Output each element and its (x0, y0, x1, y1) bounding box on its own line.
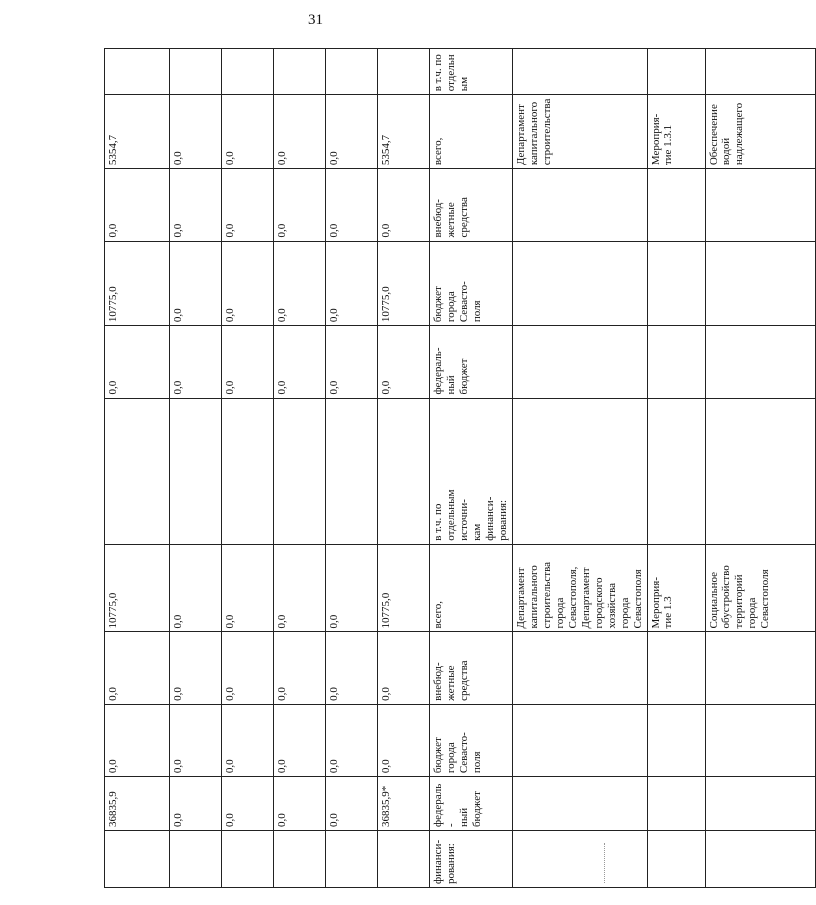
table-cell-c3 (512, 777, 647, 831)
table-cell-c9: 0,0 (170, 777, 222, 831)
table-cell-c8: 0,0 (222, 632, 274, 704)
table-cell-c6: 0,0 (326, 241, 378, 326)
table-cell-c5: 0,0 (378, 632, 430, 704)
table-cell-c7: 0,0 (274, 95, 326, 169)
table-cell-c4: федераль- ный бюджет (430, 326, 513, 398)
table-cell-c6: 0,0 (326, 95, 378, 169)
table-cell-c7: 0,0 (274, 241, 326, 326)
table-row (105, 49, 170, 888)
table-cell-c6: 0,0 (326, 777, 378, 831)
table-cell-c4: в т.ч. по отдельным источни- кам финанси- рования: (430, 398, 513, 544)
table-cell-c9 (170, 49, 222, 95)
table-cell-c4: в т.ч. по отдельным (430, 49, 513, 95)
table-cell-c6: 0,0 (326, 326, 378, 398)
table-cell-c3 (512, 632, 647, 704)
table-cell-c9: 0,0 (170, 241, 222, 326)
table-cell-c8: 0,0 (222, 95, 274, 169)
table-cell-c4: всего, (430, 544, 513, 632)
table-cell-c8 (222, 831, 274, 888)
table-cell-c10: 36835,9 (105, 777, 170, 831)
table-cell-c1: Обеспечение водой надлежащего (705, 95, 815, 169)
table-cell-c5: 0,0 (378, 326, 430, 398)
table-row (512, 49, 647, 888)
table-cell-c1 (705, 777, 815, 831)
table-cell-c10: 0,0 (105, 632, 170, 704)
table-row (378, 49, 430, 888)
table-cell-c4: всего, (430, 95, 513, 169)
table-cell-c10 (105, 831, 170, 888)
table-cell-c8 (222, 398, 274, 544)
table-cell-c6: 0,0 (326, 632, 378, 704)
table-cell-c2 (647, 777, 705, 831)
table-cell-c7 (274, 49, 326, 95)
table-row (326, 49, 378, 888)
table-cell-c10 (105, 398, 170, 544)
table-cell-c1 (705, 398, 815, 544)
table-cell-c1: Социальное обустройство территорий города Севастополя (705, 544, 815, 632)
table-cell-c9 (170, 398, 222, 544)
table-cell-c3: Департамент капитального строительства (512, 95, 647, 169)
table-cell-c9: 0,0 (170, 544, 222, 632)
table-cell-c5 (378, 398, 430, 544)
table-cell-c5: 36835,9* (378, 777, 430, 831)
table-row (274, 49, 326, 888)
table-cell-c1 (705, 49, 815, 95)
table-cell-c4: федераль- ный бюджет (430, 777, 513, 831)
table-cell-c2 (647, 398, 705, 544)
table-cell-c2: Мероприя- тие 1.3.1 (647, 95, 705, 169)
table-cell-c7: 0,0 (274, 632, 326, 704)
table-cell-c10 (105, 49, 170, 95)
table-cell-c2 (647, 831, 705, 888)
table-cell-c7: 0,0 (274, 326, 326, 398)
table-cell-c5 (378, 831, 430, 888)
table-cell-c2 (647, 632, 705, 704)
table-cell-c8: 0,0 (222, 326, 274, 398)
table-cell-c1 (705, 169, 815, 241)
table-cell-c7: 0,0 (274, 704, 326, 776)
table-cell-c7 (274, 831, 326, 888)
table-cell-c2 (647, 326, 705, 398)
table-cell-c7 (274, 398, 326, 544)
table-cell-c2: Мероприя- тие 1.3 (647, 544, 705, 632)
table-cell-c3 (512, 704, 647, 776)
table-cell-c3 (512, 169, 647, 241)
table-cell-c3 (512, 831, 647, 888)
table-cell-c8: 0,0 (222, 544, 274, 632)
table-cell-c9: 0,0 (170, 326, 222, 398)
table-cell-c10: 10775,0 (105, 544, 170, 632)
rotated-table-content (104, 48, 772, 888)
table-cell-c8: 0,0 (222, 241, 274, 326)
table-cell-c7: 0,0 (274, 169, 326, 241)
table-cell-c4: бюджет города Севасто- поля (430, 704, 513, 776)
scan-artifact (604, 843, 609, 883)
table-cell-c4: финанси- рования: (430, 831, 513, 888)
table-row (647, 49, 705, 888)
table-cell-c2 (647, 49, 705, 95)
table-cell-c4: внебюд- жетные средства (430, 169, 513, 241)
table-row (222, 49, 274, 888)
page-number: 31 (308, 12, 323, 28)
table-cell-c6: 0,0 (326, 169, 378, 241)
table-cell-c6 (326, 398, 378, 544)
table-row (430, 49, 513, 888)
table-cell-c10: 10775,0 (105, 241, 170, 326)
table-cell-c8: 0,0 (222, 169, 274, 241)
table-cell-c1 (705, 241, 815, 326)
table-cell-c10: 0,0 (105, 704, 170, 776)
table-cell-c3: Департамент капитального строительства города Севастополя, Департамент городского хозяйства города Севастополя (512, 544, 647, 632)
table-cell-c7: 0,0 (274, 777, 326, 831)
table-cell-c6 (326, 49, 378, 95)
table-row (170, 49, 222, 888)
table-cell-c1 (705, 326, 815, 398)
table-cell-c10: 5354,7 (105, 95, 170, 169)
table-cell-c9: 0,0 (170, 704, 222, 776)
table-cell-c9: 0,0 (170, 632, 222, 704)
table-cell-c10: 0,0 (105, 169, 170, 241)
table-cell-c6: 0,0 (326, 544, 378, 632)
table-cell-c1 (705, 831, 815, 888)
table-cell-c5: 5354,7 (378, 95, 430, 169)
table-row (705, 49, 815, 888)
table-cell-c5: 0,0 (378, 169, 430, 241)
table-cell-c5 (378, 49, 430, 95)
table-cell-c5: 10775,0 (378, 544, 430, 632)
table-cell-c9 (170, 831, 222, 888)
table-cell-c3 (512, 49, 647, 95)
table-cell-c9: 0,0 (170, 169, 222, 241)
table-cell-c9: 0,0 (170, 95, 222, 169)
table-cell-c5: 0,0 (378, 704, 430, 776)
table-cell-c8: 0,0 (222, 704, 274, 776)
table-cell-c2 (647, 704, 705, 776)
table-cell-c2 (647, 169, 705, 241)
table-cell-c3 (512, 398, 647, 544)
financing-table (104, 48, 816, 888)
table-cell-c5: 10775,0 (378, 241, 430, 326)
table-cell-c4: внебюд- жетные средства (430, 632, 513, 704)
table-cell-c10: 0,0 (105, 326, 170, 398)
rotated-table-wrapper (104, 48, 772, 888)
table-cell-c1 (705, 704, 815, 776)
table-cell-c7: 0,0 (274, 544, 326, 632)
table-cell-c2 (647, 241, 705, 326)
table-cell-c8 (222, 49, 274, 95)
table-cell-c6 (326, 831, 378, 888)
table-cell-c8: 0,0 (222, 777, 274, 831)
table-cell-c3 (512, 241, 647, 326)
table-cell-c1 (705, 632, 815, 704)
table-cell-c3 (512, 326, 647, 398)
table-cell-c4: бюджет города Севасто- поля (430, 241, 513, 326)
table-cell-c6: 0,0 (326, 704, 378, 776)
